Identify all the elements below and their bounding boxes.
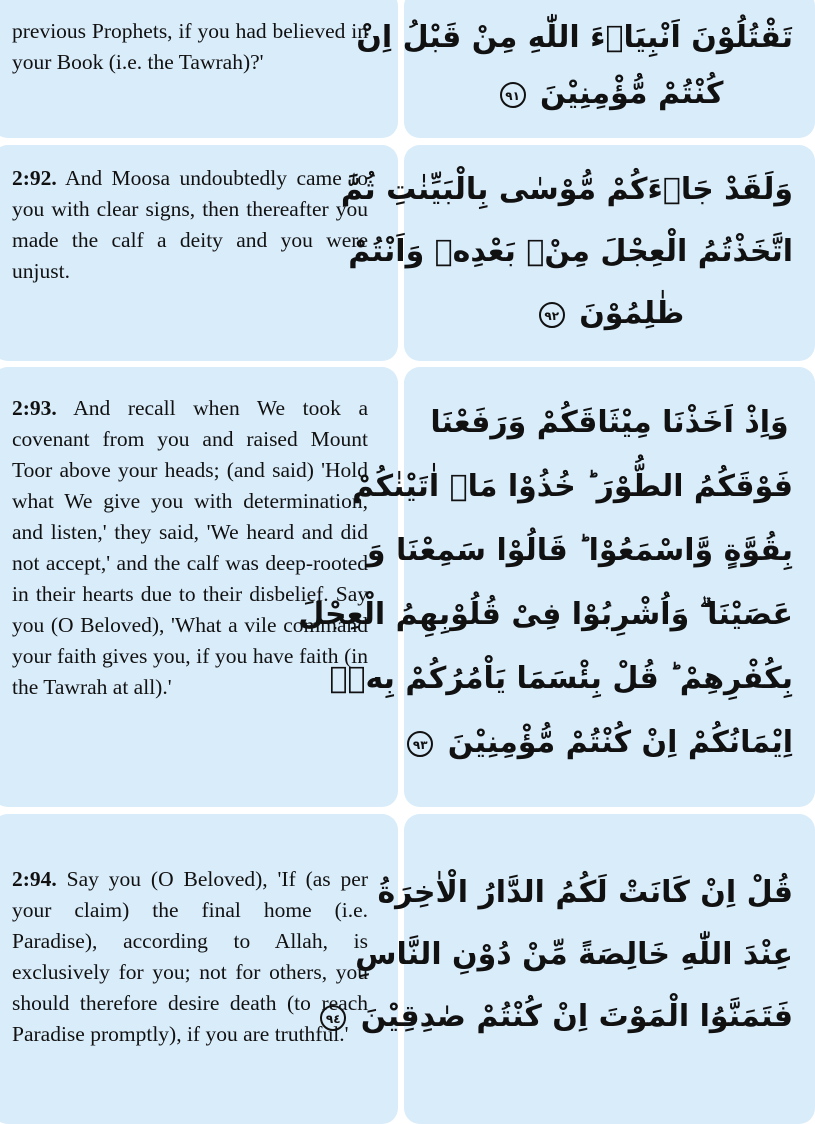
translation-cell-4 — [0, 814, 398, 1124]
arabic-line-text: فَتَمَنَّوُا الْمَوْتَ اِنْ كُنْتُمْ صٰدِقِيْنَ — [360, 999, 793, 1034]
arabic-line — [426, 66, 793, 122]
arabic-line: عِنْدَ اللّٰهِ خَالِصَةً مِّنْ دُوْنِ النَّاسِ — [355, 937, 793, 972]
arabic-cell-1 — [356, 0, 815, 138]
arabic-line-text: اِيْمَانُكُمْ اِنْ كُنْتُمْ مُّؤْمِنِيْنَ — [447, 725, 793, 760]
verse-end-marker: ٩٣ — [407, 731, 433, 757]
arabic-line-text: ظٰلِمُوْنَ — [579, 296, 685, 331]
arabic-line: بِكُفْرِهِمْ ؕ قُلْ بِئْسَمَا يَاْمُرُكُمْ بِهٖۤ — [329, 661, 793, 696]
verse-number: 2:92. — [12, 166, 57, 190]
arabic-line: فَوْقَكُمُ الطُّوْرَ ؕ خُذُوْا مَاۤ اٰتَيْنٰكُمْ — [352, 469, 793, 504]
translation-body: Say you (O Beloved), 'If (as per your claim) the final home (i.e. Paradise), according to Allah, is exclusively for you; not for others, you should therefore desire death (to reach Paradise promptly), if you are truthful.' — [12, 867, 368, 1046]
translation-body: And recall when We took a covenant from you and raised Mount Toor above your heads; (and said) 'Hold what We give you with determination, and listen,' they said, 'We heard and did not accept,' and the calf was deep-rooted in their hearts due to their disbelief. Say you (O Beloved), 'What a vile command your faith gives you, if you have faith (in the Tawrah at all).' — [12, 396, 368, 699]
arabic-line — [426, 283, 793, 345]
arabic-line — [412, 711, 793, 775]
translation-text — [0, 145, 398, 287]
arabic-line: قُلْ اِنْ كَانَتْ لَكُمُ الدَّارُ الْاٰخِرَةُ — [377, 875, 793, 910]
arabic-cell-2 — [340, 145, 815, 361]
arabic-text — [340, 145, 815, 345]
arabic-cell-3 — [298, 367, 815, 807]
arabic-line: وَلَقَدْ جَاۤءَكُمْ مُّوْسٰى بِالْبَيِّنٰتِ ثُمَّ — [340, 172, 793, 207]
arabic-text — [356, 0, 815, 122]
verse-end-marker: ٩٢ — [539, 302, 565, 328]
arabic-line: تَقْتُلُوْنَ اَنْبِيَاۤءَ اللّٰهِ مِنْ قَبْلُ اِنْ — [356, 20, 793, 55]
translation-text — [0, 0, 398, 78]
arabic-line-text: كُنْتُمْ مُّؤْمِنِيْنَ — [540, 76, 724, 111]
arabic-line — [325, 986, 793, 1048]
arabic-line: وَاِذْ اَخَذْنَا مِيْثَاقَكُمْ وَرَفَعْنَا — [430, 405, 789, 440]
arabic-cell-4 — [325, 814, 815, 1124]
translation-cell-1 — [0, 0, 398, 138]
verse-number: 2:94. — [12, 867, 57, 891]
translation-body: And Moosa undoubtedly came to you with clear signs, then thereafter you made the calf a deity and you were unjust. — [12, 166, 368, 283]
verse-end-marker: ٩٤ — [320, 1005, 346, 1031]
arabic-line: عَصَيْنَا ۗ وَاُشْرِبُوْا فِىْ قُلُوْبِهِمُ الْعِجْلَ — [298, 597, 793, 632]
arabic-text — [298, 367, 815, 775]
translation-cell-2 — [0, 145, 398, 361]
arabic-text — [325, 814, 815, 1048]
verse-end-marker: ٩١ — [500, 82, 526, 108]
translation-body: previous Prophets, if you had believed in your Book (i.e. the Tawrah)?' — [12, 19, 368, 74]
verse-number: 2:93. — [12, 396, 57, 420]
arabic-line: بِقُوَّةٍ وَّاسْمَعُوْا ؕ قَالُوْا سَمِعْنَا وَ — [366, 533, 793, 568]
arabic-line: اتَّخَذْتُمُ الْعِجْلَ مِنْۢ بَعْدِهٖ وَاَنْتُمْ — [348, 234, 793, 269]
